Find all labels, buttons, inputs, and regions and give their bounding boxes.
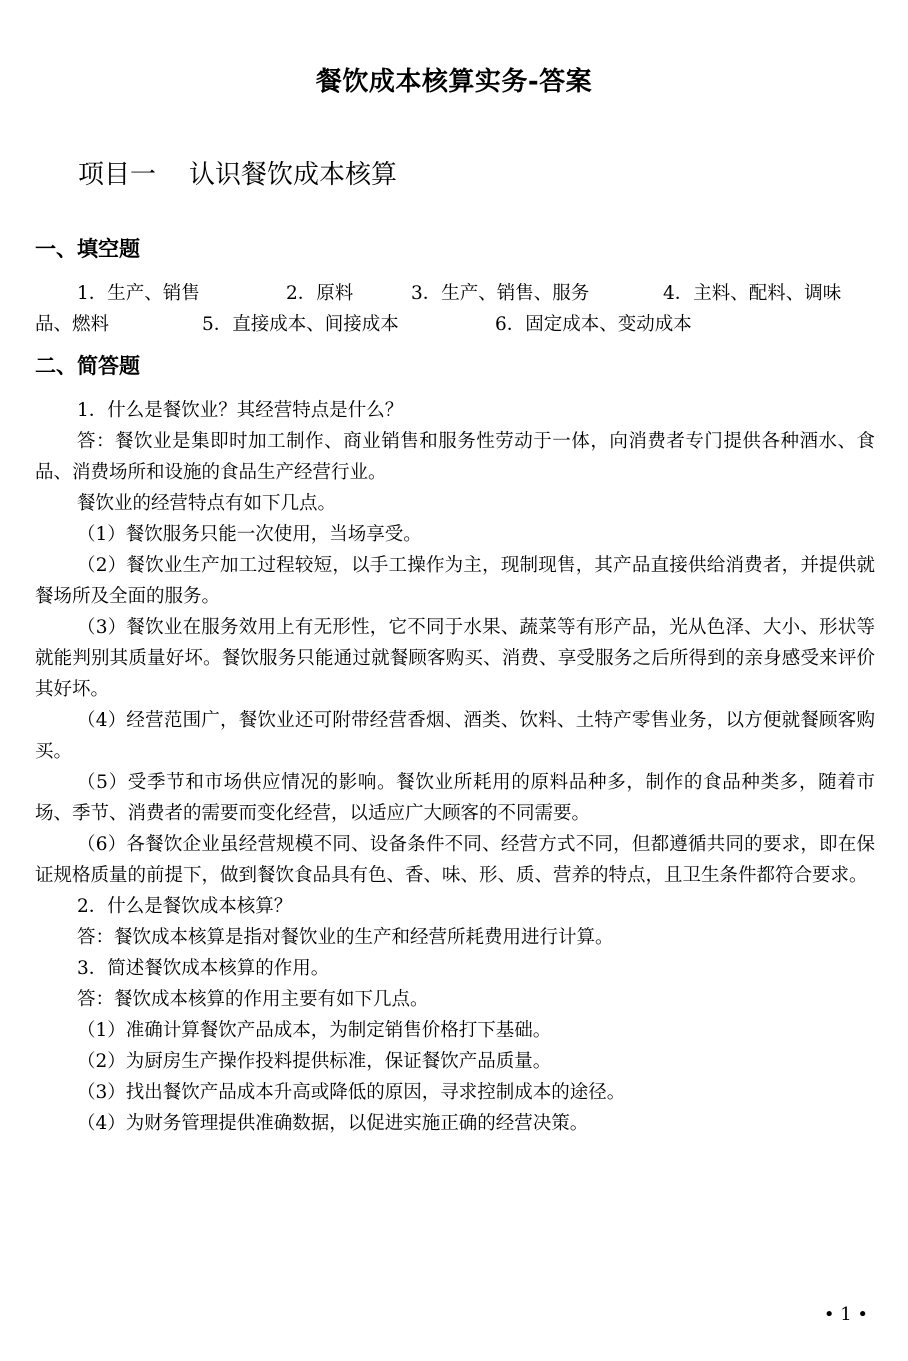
fill-in-answer-6: 6．固定成本、变动成本 bbox=[495, 314, 692, 335]
answer-3-point: （2）为厨房生产操作投料提供标准，保证餐饮产品质量。 bbox=[77, 1051, 552, 1072]
fill-in-answer-3: 3．生产、销售、服务 bbox=[411, 283, 590, 304]
fill-in-answer-2: 2．原料 bbox=[286, 283, 354, 304]
fill-in-answer-4-continued: 品、燃料 bbox=[35, 314, 110, 335]
fill-in-answer-5: 5．直接成本、间接成本 bbox=[202, 314, 399, 335]
fill-in-answer-4: 4．主料、配料、调味 bbox=[663, 283, 842, 304]
answer-1-point: （5）受季节和市场供应情况的影响。餐饮业所耗用的原料品种多，制作的食品种类多，随着市场、季节、消费者的需要而变化经营，以适应广大顾客的不同需要。 bbox=[35, 772, 875, 824]
answer-3-point: （1）准确计算餐饮产品成本，为制定销售价格打下基础。 bbox=[77, 1020, 552, 1041]
answer-3-point: （4）为财务管理提供准确数据，以促进实施正确的经营决策。 bbox=[77, 1113, 589, 1134]
answer-1-point: （4）经营范围广，餐饮业还可附带经营香烟、酒类、饮料、土特产零售业务，以方便就餐顾客购买。 bbox=[35, 710, 875, 762]
question-3: 3．简述餐饮成本核算的作用。 bbox=[77, 958, 330, 979]
answer-2: 答：餐饮成本核算是指对餐饮业的生产和经营所耗费用进行计算。 bbox=[77, 927, 614, 948]
answer-3-point: （3）找出餐饮产品成本升高或降低的原因，寻求控制成本的途径。 bbox=[77, 1082, 626, 1103]
fill-in-answer-1: 1．生产、销售 bbox=[77, 283, 200, 304]
fill-in-answers bbox=[35, 278, 875, 340]
section-heading-fill-in: 一、填空题 bbox=[35, 237, 140, 261]
answer-1-intro: 餐饮业的经营特点有如下几点。 bbox=[77, 493, 337, 514]
fill-in-row bbox=[35, 309, 875, 340]
fill-in-row bbox=[35, 278, 875, 309]
section-heading-short-answer: 二、简答题 bbox=[35, 354, 140, 378]
question-2: 2．什么是餐饮成本核算？ bbox=[77, 896, 293, 917]
page-number: • 1 • bbox=[823, 1304, 868, 1325]
question-1: 1．什么是餐饮业？其经营特点是什么？ bbox=[77, 400, 404, 421]
answer-3-intro: 答：餐饮成本核算的作用主要有如下几点。 bbox=[77, 989, 429, 1010]
answer-1-point: （3）餐饮业在服务效用上有无形性，它不同于水果、蔬菜等有形产品，光从色泽、大小、形状等就能判别其质量好坏。餐饮服务只能通过就餐顾客购买、消费、享受服务之后所得到的亲身感受来评价其好坏。 bbox=[35, 617, 875, 700]
answer-1-point: （1）餐饮服务只能一次使用，当场享受。 bbox=[77, 524, 422, 545]
project-heading: 项目一 认识餐饮成本核算 bbox=[78, 160, 398, 190]
short-answer-content bbox=[35, 395, 875, 1139]
answer-1-point: （2）餐饮业生产加工过程较短，以手工操作为主，现制现售，其产品直接供给消费者，并提供就餐场所及全面的服务。 bbox=[35, 555, 875, 607]
answer-1: 答：餐饮业是集即时加工制作、商业销售和服务性劳动于一体，向消费者专门提供各种酒水、食品、消费场所和设施的食品生产经营行业。 bbox=[35, 431, 875, 483]
document-title: 餐饮成本核算实务-答案 bbox=[315, 67, 593, 97]
answer-1-point: （6）各餐饮企业虽经营规模不同、设备条件不同、经营方式不同，但都遵循共同的要求，即在保证规格质量的前提下，做到餐饮食品具有色、香、味、形、质、营养的特点，且卫生条件都符合要求。 bbox=[35, 834, 875, 886]
